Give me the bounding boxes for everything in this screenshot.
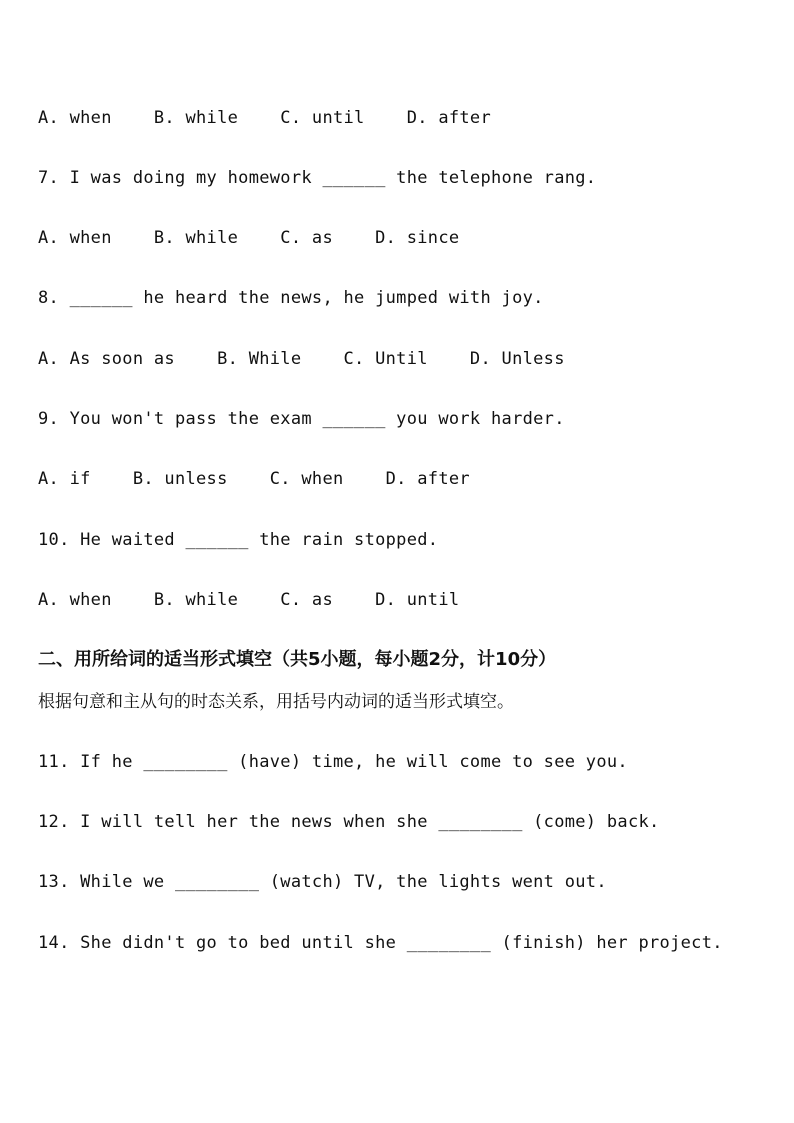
question-7-stem: 7. I was doing my homework ______ the telephone rang.	[38, 168, 597, 188]
question-11: 11. If he ________ (have) time, he will come to see you.	[38, 752, 628, 772]
question-8-options: A. As soon as B. While C. Until D. Unless	[38, 349, 565, 369]
question-6-options: A. when B. while C. until D. after	[38, 108, 491, 128]
section-2-instruction: 根据句意和主从句的时态关系，用括号内动词的适当形式填空。	[38, 692, 514, 712]
question-7-options: A. when B. while C. as D. since	[38, 228, 460, 248]
question-14: 14. She didn't go to bed until she ________ (finish) her project.	[38, 933, 723, 953]
question-9-stem: 9. You won't pass the exam ______ you work harder.	[38, 409, 565, 429]
section-2-title: 二、用所给词的适当形式填空（共5小题，每小题2分，计10分）	[38, 649, 557, 670]
question-13: 13. While we ________ (watch) TV, the lights went out.	[38, 872, 607, 892]
question-10-options: A. when B. while C. as D. until	[38, 590, 460, 610]
question-9-options: A. if B. unless C. when D. after	[38, 469, 470, 489]
question-8-stem: 8. ______ he heard the news, he jumped with joy.	[38, 288, 544, 308]
question-12: 12. I will tell her the news when she ________ (come) back.	[38, 812, 660, 832]
question-10-stem: 10. He waited ______ the rain stopped.	[38, 530, 439, 550]
